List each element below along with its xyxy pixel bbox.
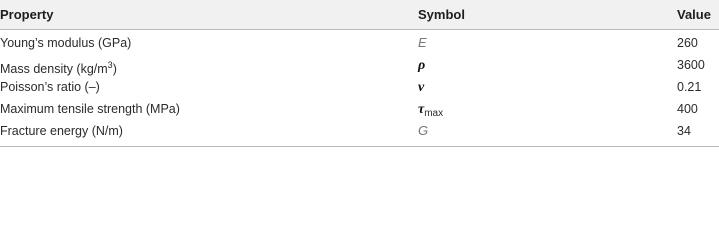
symbol-text: ρ — [418, 58, 426, 73]
table-row — [0, 99, 719, 119]
value-cell: 34 — [677, 124, 691, 138]
property-text-suffix: ) — [112, 62, 117, 76]
symbol-text: τ — [418, 102, 425, 117]
property-text: Mass density (kg/m — [0, 62, 108, 76]
subscript: max — [424, 108, 444, 119]
property-cell: Maximum tensile strength (MPa) — [0, 102, 180, 116]
property-cell: Poisson’s ratio (–) — [0, 80, 100, 94]
header-property: Property — [0, 7, 54, 22]
symbol-cell — [418, 78, 424, 97]
symbol-text: E — [418, 35, 427, 50]
property-cell — [0, 56, 117, 78]
header-value: Value — [677, 7, 711, 22]
header-symbol: Symbol — [418, 7, 465, 22]
table-header — [0, 0, 719, 30]
symbol-cell — [418, 100, 443, 123]
symbol-cell — [418, 56, 425, 75]
value-cell: 0.21 — [677, 80, 702, 94]
value-cell: 3600 — [677, 58, 705, 72]
symbol-text: G — [418, 123, 429, 138]
table-row — [0, 77, 719, 97]
table-row — [0, 55, 719, 75]
table-bottom-rule — [0, 146, 719, 147]
symbol-text: ν — [418, 80, 425, 95]
value-cell: 400 — [677, 102, 698, 116]
table-row — [0, 121, 719, 141]
table-row — [0, 33, 719, 53]
symbol-cell — [418, 34, 427, 52]
value-cell: 260 — [677, 36, 698, 50]
symbol-cell — [418, 122, 428, 140]
property-cell: Young’s modulus (GPa) — [0, 36, 132, 50]
property-cell: Fracture energy (N/m) — [0, 124, 123, 138]
superscript: 3 — [107, 60, 113, 70]
